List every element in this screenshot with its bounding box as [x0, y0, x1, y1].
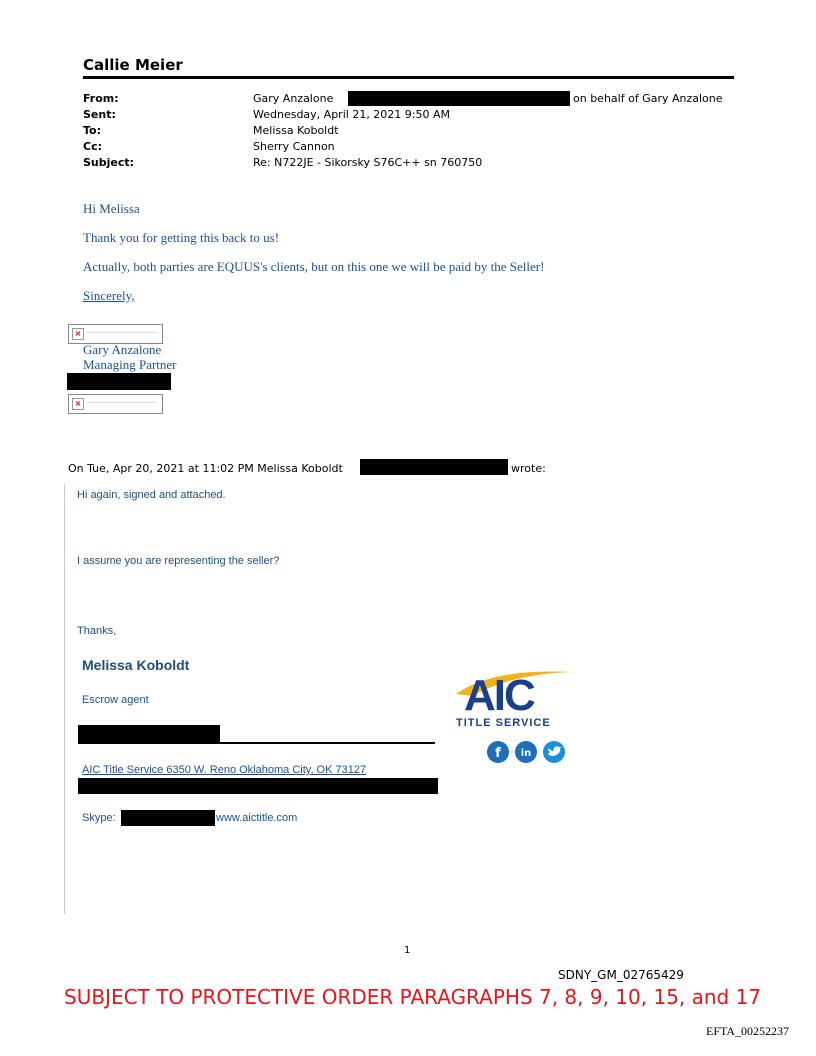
quoted-signature-role: Escrow agent — [82, 694, 149, 706]
from-value: Gary Anzalone — [253, 92, 334, 105]
logo-letters: AIC — [464, 671, 534, 720]
signature-title: Managing Partner — [83, 357, 177, 372]
quoted-line-1: Hi again, signed and attached. — [77, 489, 226, 501]
twitter-icon — [543, 741, 565, 763]
sent-label: Sent: — [83, 108, 116, 121]
signature-name: Gary Anzalone — [83, 342, 162, 357]
quote-attribution-wrote: wrote: — [511, 462, 546, 475]
website-link[interactable]: www.aictitle.com — [216, 812, 298, 824]
to-label: To: — [83, 124, 101, 137]
sincerely: Sincerely, — [83, 288, 135, 303]
header-rule — [83, 76, 734, 79]
body-line-1: Thank you for getting this back to us! — [83, 230, 280, 245]
svg-text:f: f — [495, 746, 501, 761]
broken-image-icon: × — [68, 324, 163, 344]
recipient-name: Callie Meier — [83, 56, 183, 74]
sent-value: Wednesday, April 21, 2021 9:50 AM — [253, 108, 451, 121]
from-label: From: — [83, 92, 119, 105]
aic-logo — [452, 664, 604, 734]
redaction — [67, 373, 171, 390]
bates-number: SDNY_GM_02765429 — [558, 968, 684, 982]
quoted-thanks: Thanks, — [77, 625, 117, 637]
subject-label: Subject: — [83, 156, 135, 169]
cc-label: Cc: — [83, 140, 102, 153]
redaction — [360, 459, 508, 475]
redaction — [121, 810, 215, 826]
efta-number: EFTA_00252237 — [706, 1024, 790, 1038]
linkedin-icon — [515, 741, 537, 763]
quoted-address: AIC Title Service 6350 W. Reno Oklahoma City, OK 73127 — [82, 764, 367, 776]
from-suffix: on behalf of Gary Anzalone — [573, 92, 723, 105]
greeting: Hi Melissa — [83, 201, 140, 216]
facebook-icon — [487, 741, 509, 763]
quote-attribution: On Tue, Apr 20, 2021 at 11:02 PM Melissa Koboldt — [68, 462, 343, 475]
subject-value: Re: N722JE - Sikorsky S76C++ sn 760750 — [253, 156, 483, 169]
redaction — [78, 725, 220, 742]
social-icons — [486, 740, 586, 764]
cc-value: Sherry Cannon — [253, 140, 335, 153]
skype-label: Skype: — [82, 812, 116, 824]
page-number: 1 — [404, 945, 411, 956]
protective-order-notice: SUBJECT TO PROTECTIVE ORDER PARAGRAPHS 7, 8, 9, 10, 15, and 17 — [64, 985, 762, 1009]
logo-subtitle: TITLE SERVICE — [456, 717, 551, 729]
to-value: Melissa Koboldt — [253, 124, 339, 137]
redaction — [78, 778, 438, 794]
body-line-2: Actually, both parties are EQUUS's clients, but on this one we will be paid by the Seller! — [83, 259, 545, 274]
quote-bar — [64, 484, 65, 914]
signature-rule — [78, 742, 435, 744]
svg-text:in: in — [520, 748, 532, 759]
quoted-line-2: I assume you are representing the seller? — [77, 555, 280, 567]
redaction — [348, 91, 570, 106]
quoted-signature-name: Melissa Koboldt — [82, 657, 190, 673]
broken-image-icon: × — [68, 394, 163, 414]
